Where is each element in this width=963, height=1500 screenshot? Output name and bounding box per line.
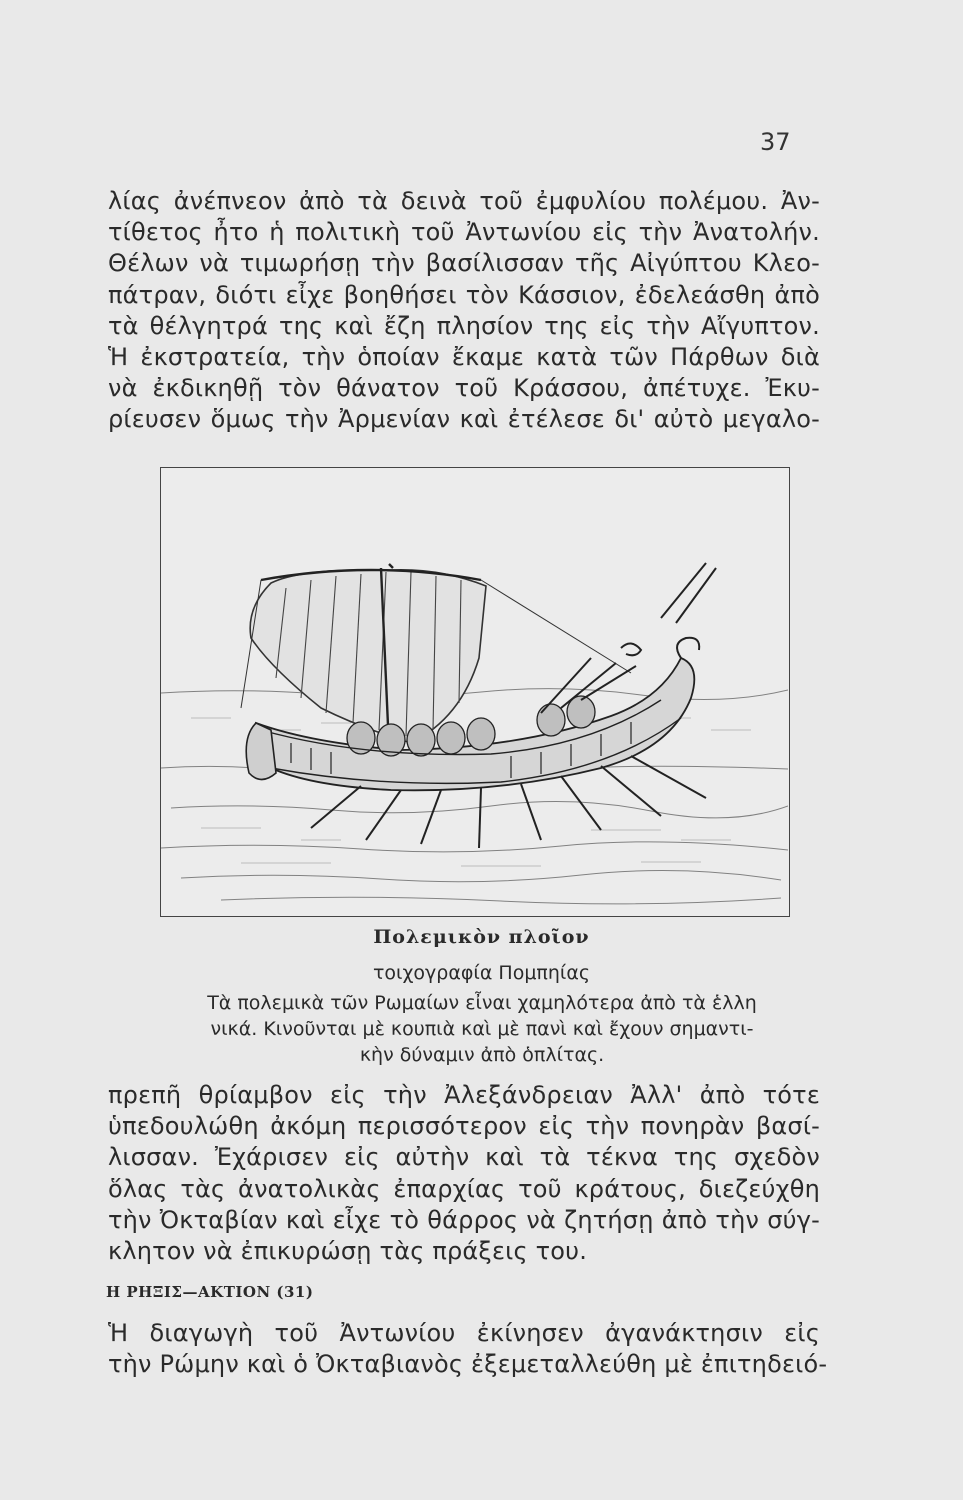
text-line: ὑπεδουλώθη ἀκόμη περισσότερον εἰς τὴν πονηρὰν βασί- [108,1112,820,1141]
paragraph-1 [108,186,820,436]
text-line: ὅλας τὰς ἀνατολικὰς ἐπαρχίας τοῦ κράτους, διεζεύχθη [108,1174,820,1203]
ship-drawing [161,468,788,915]
figure-subtitle: τοιχογραφία Πομπηίας [372,962,591,984]
text-line: πρεπῆ θρίαμβον εἰς τὴν Ἀλεξάνδρειαν Ἀλλ' ἀπὸ τότε [108,1081,820,1109]
text-line: Ἡ ἐκστρατεία, τὴν ὁποίαν ἔκαμε κατὰ τῶν Πάρθων διὰ [108,343,820,372]
caption-line: νικά. Κινοῦνται μὲ κουπιὰ καὶ μὲ πανὶ καὶ ἔχουν σημαντι- [210,1018,754,1040]
caption-line: κὴν δύναμιν ἀπὸ ὁπλίτας. [359,1044,605,1066]
text-line: νὰ ἐκδικηθῇ τὸν θάνατον τοῦ Κράσσου, ἀπέτυχε. Ἐκυ- [108,374,820,403]
paragraph-2 [108,1080,820,1267]
text-line: κλητον νὰ ἐπικυρώσῃ τὰς πράξεις του. [108,1237,588,1266]
text-line: τὴν Ὀκταβίαν καὶ εἶχε τὸ θάρρος νὰ ζητήσῃ ἀπὸ τὴν σύγ- [108,1205,820,1234]
page-number: 37 [760,128,791,156]
text-line: Ἡ διαγωγὴ τοῦ Ἀντωνίου ἐκίνησεν ἀγανάκτησιν εἰς [108,1319,820,1347]
figure-title: Πολεμικὸν πλοῖον [373,926,590,948]
figure-caption [132,990,832,1068]
paragraph-3 [108,1318,828,1380]
text-line: τίθετος ἦτο ἡ πολιτικὴ τοῦ Ἀντωνίου εἰς τὴν Ἀνατολήν. [108,218,820,247]
text-line: τὴν Ρώμην καὶ ὁ Ὀκταβιανὸς ἐξεμεταλλεύθη μὲ ἐπιτηδειό- [108,1350,828,1379]
text-line: λίας ἀνέπνεον ἀπὸ τὰ δεινὰ τοῦ ἐμφυλίου πολέμου. Ἀν- [108,187,820,215]
text-line: λισσαν. Ἐχάρισεν εἰς αὐτὴν καὶ τὰ τέκνα της σχεδὸν [108,1143,820,1172]
warship-illustration [160,467,790,917]
text-line: Θέλων νὰ τιμωρήσῃ τὴν βασίλισσαν τῆς Αἰγύπτου Κλεο- [108,249,820,278]
text-line: πάτραν, διότι εἶχε βοηθήσει τὸν Κάσσιον, ἐδελεάσθη ἀπὸ [108,280,820,309]
section-heading: Η ΡΗΞΙΣ—ΑΚΤΙΟΝ (31) [106,1283,314,1301]
text-line: τὰ θέλγητρά της καὶ ἔζη πλησίον της εἰς τὴν Αἴγυπτον. [108,311,820,340]
text-line: ρίευσεν ὅμως τὴν Ἀρμενίαν καὶ ἐτέλεσε δι' αὐτὸ μεγαλο- [108,405,820,434]
caption-line: Τὰ πολεμικὰ τῶν Ρωμαίων εἶναι χαμηλότερα ἀπὸ τὰ ἑλλη [207,992,757,1014]
